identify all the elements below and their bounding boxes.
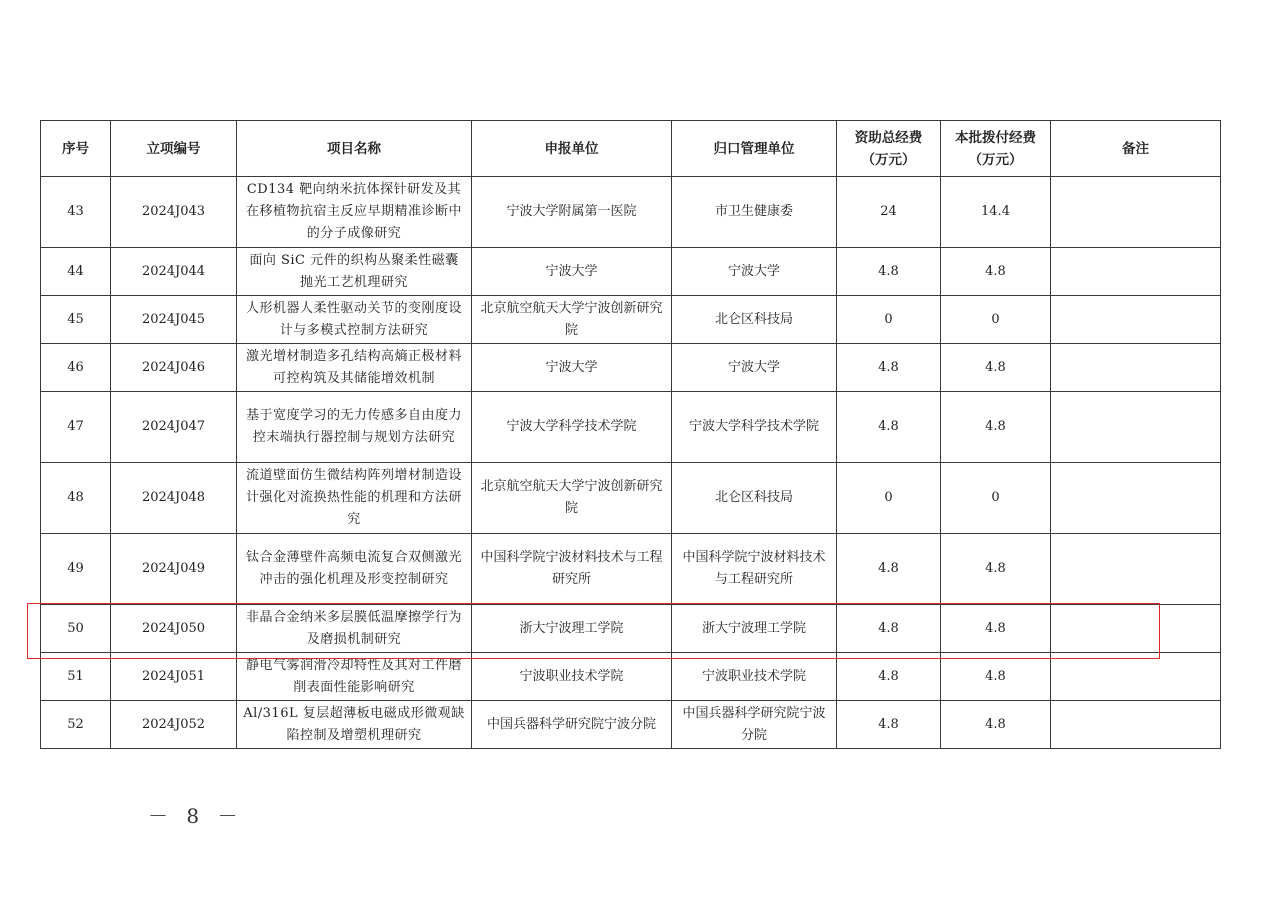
table-row: [41, 463, 1221, 534]
header-manager: 归口管理单位: [672, 121, 837, 177]
cell-batch: 4.8: [941, 701, 1051, 749]
cell-manager: 北仑区科技局: [672, 296, 837, 344]
table-row: [41, 534, 1221, 605]
header-code: 立项编号: [111, 121, 237, 177]
cell-remark: [1051, 392, 1221, 463]
cell-remark: [1051, 653, 1221, 701]
cell-total: 24: [837, 177, 941, 248]
cell-applicant: 中国兵器科学研究院宁波分院: [472, 701, 672, 749]
header-seq: 序号: [41, 121, 111, 177]
cell-seq: 45: [41, 296, 111, 344]
cell-applicant: 北京航空航天大学宁波创新研究院: [472, 463, 672, 534]
cell-seq: 49: [41, 534, 111, 605]
cell-remark: [1051, 701, 1221, 749]
cell-seq: 50: [41, 605, 111, 653]
page-number: － 8 －: [148, 804, 244, 828]
cell-batch: 4.8: [941, 248, 1051, 296]
cell-total: 4.8: [837, 344, 941, 392]
cell-applicant: 宁波大学附属第一医院: [472, 177, 672, 248]
cell-remark: [1051, 344, 1221, 392]
cell-name: 面向 SiC 元件的织构丛聚柔性磁囊抛光工艺机理研究: [237, 248, 472, 296]
cell-total: 4.8: [837, 605, 941, 653]
table-row: [41, 392, 1221, 463]
cell-seq: 43: [41, 177, 111, 248]
cell-name: 钛合金薄壁件高频电流复合双侧激光冲击的强化机理及形变控制研究: [237, 534, 472, 605]
cell-batch: 4.8: [941, 534, 1051, 605]
cell-name: 基于宽度学习的无力传感多自由度力控末端执行器控制与规划方法研究: [237, 392, 472, 463]
cell-manager: 市卫生健康委: [672, 177, 837, 248]
cell-remark: [1051, 248, 1221, 296]
cell-code: 2024J051: [111, 653, 237, 701]
cell-applicant: 浙大宁波理工学院: [472, 605, 672, 653]
cell-name: 激光增材制造多孔结构高熵正极材料可控构筑及其储能增效机制: [237, 344, 472, 392]
table-row: [41, 653, 1221, 701]
cell-applicant: 北京航空航天大学宁波创新研究院: [472, 296, 672, 344]
header-remark: 备注: [1051, 121, 1221, 177]
cell-batch: 4.8: [941, 344, 1051, 392]
cell-total: 4.8: [837, 534, 941, 605]
cell-manager: 宁波职业技术学院: [672, 653, 837, 701]
cell-remark: [1051, 534, 1221, 605]
cell-code: 2024J049: [111, 534, 237, 605]
table-row-highlighted: [41, 605, 1221, 653]
cell-remark: [1051, 463, 1221, 534]
header-applicant: 申报单位: [472, 121, 672, 177]
cell-manager: 浙大宁波理工学院: [672, 605, 837, 653]
header-batch-funding-line1: 本批拨付经费: [955, 129, 1036, 146]
cell-name: 人形机器人柔性驱动关节的变刚度设计与多模式控制方法研究: [237, 296, 472, 344]
project-table: [40, 120, 1221, 749]
table-row: [41, 701, 1221, 749]
cell-seq: 47: [41, 392, 111, 463]
cell-batch: 4.8: [941, 392, 1051, 463]
cell-name: 流道壁面仿生微结构阵列增材制造设计强化对流换热性能的机理和方法研究: [237, 463, 472, 534]
cell-batch: 4.8: [941, 653, 1051, 701]
table-row: [41, 296, 1221, 344]
header-total-funding-line1: 资助总经费: [854, 129, 923, 146]
cell-manager: 中国科学院宁波材料技术与工程研究所: [672, 534, 837, 605]
cell-total: 0: [837, 463, 941, 534]
cell-total: 0: [837, 296, 941, 344]
cell-name: CD134 靶向纳米抗体探针研发及其在移植物抗宿主反应早期精准诊断中的分子成像研究: [237, 177, 472, 248]
cell-manager: 宁波大学科学技术学院: [672, 392, 837, 463]
cell-batch: 0: [941, 463, 1051, 534]
table-row: [41, 344, 1221, 392]
cell-applicant: 中国科学院宁波材料技术与工程研究所: [472, 534, 672, 605]
cell-applicant: 宁波大学: [472, 344, 672, 392]
cell-batch: 14.4: [941, 177, 1051, 248]
cell-code: 2024J043: [111, 177, 237, 248]
cell-total: 4.8: [837, 248, 941, 296]
cell-applicant: 宁波大学科学技术学院: [472, 392, 672, 463]
cell-remark: [1051, 296, 1221, 344]
cell-name: 非晶合金纳米多层膜低温摩擦学行为及磨损机制研究: [237, 605, 472, 653]
header-total-funding-line2: （万元）: [861, 151, 916, 168]
cell-manager: 北仑区科技局: [672, 463, 837, 534]
table-row: [41, 248, 1221, 296]
cell-total: 4.8: [837, 701, 941, 749]
cell-code: 2024J046: [111, 344, 237, 392]
header-name: 项目名称: [237, 121, 472, 177]
cell-name: 静电气雾润滑冷却特性及其对工件磨削表面性能影响研究: [237, 653, 472, 701]
cell-total: 4.8: [837, 392, 941, 463]
cell-applicant: 宁波职业技术学院: [472, 653, 672, 701]
cell-seq: 46: [41, 344, 111, 392]
cell-seq: 48: [41, 463, 111, 534]
header-batch-funding: [941, 121, 1051, 177]
header-total-funding: [837, 121, 941, 177]
cell-code: 2024J044: [111, 248, 237, 296]
cell-seq: 44: [41, 248, 111, 296]
cell-code: 2024J052: [111, 701, 237, 749]
cell-code: 2024J047: [111, 392, 237, 463]
cell-name: Al/316L 复层超薄板电磁成形微观缺陷控制及增塑机理研究: [237, 701, 472, 749]
cell-seq: 51: [41, 653, 111, 701]
header-batch-funding-line2: （万元）: [968, 151, 1023, 168]
cell-total: 4.8: [837, 653, 941, 701]
cell-remark: [1051, 605, 1221, 653]
cell-seq: 52: [41, 701, 111, 749]
cell-code: 2024J050: [111, 605, 237, 653]
cell-manager: 宁波大学: [672, 344, 837, 392]
cell-applicant: 宁波大学: [472, 248, 672, 296]
cell-remark: [1051, 177, 1221, 248]
table-header-row: [41, 121, 1221, 177]
cell-manager: 宁波大学: [672, 248, 837, 296]
cell-batch: 4.8: [941, 605, 1051, 653]
cell-manager: 中国兵器科学研究院宁波分院: [672, 701, 837, 749]
cell-code: 2024J045: [111, 296, 237, 344]
cell-batch: 0: [941, 296, 1051, 344]
table-row: [41, 177, 1221, 248]
cell-code: 2024J048: [111, 463, 237, 534]
